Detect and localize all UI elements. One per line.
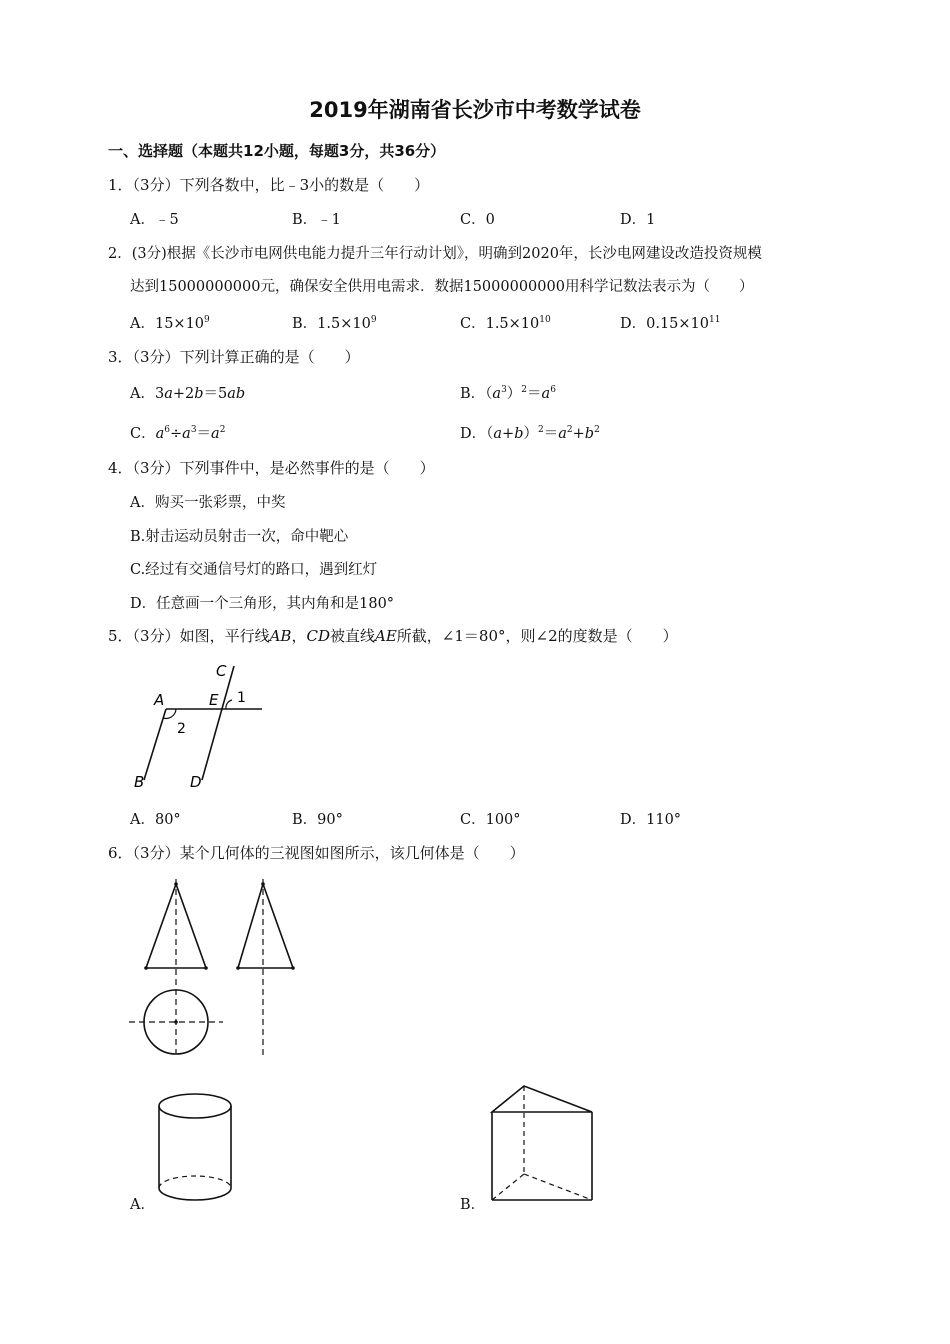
q2-option-d: D．$0.15\times 10^{11}$ — [620, 315, 721, 332]
q4-option-a: A．购买一张彩票，中奖 — [130, 495, 286, 511]
label-2: 2 — [177, 721, 186, 737]
q6-option-a-cylinder — [155, 1090, 240, 1205]
angle-1-arc — [226, 700, 232, 709]
label-d: D — [190, 773, 202, 791]
q4-option-b: B.射击运动员射击一次，命中靶心 — [130, 529, 349, 545]
q3-option-c: C．$a^6\div a^3=a^2$ — [130, 425, 226, 442]
q6-option-a: A． — [130, 1197, 155, 1213]
q2-stem-line1: 2．(3分)根据《长沙市电网供电能力提升三年行动计划》，明确到2020年，长沙电网建设改造投资规模 — [108, 246, 762, 262]
q6-three-views-figure — [125, 876, 305, 1066]
q3-option-b: B．$(a^3)^2=a^6$ — [460, 385, 556, 402]
q2-option-b: B．$1.5\times 10^9$ — [292, 315, 377, 332]
label-b: B — [134, 773, 145, 791]
q1-stem: 1．（3分）下列各数中，比﹣3小的数是（ ） — [108, 176, 430, 194]
q4-option-c: C.经过有交通信号灯的路口，遇到红灯 — [130, 562, 378, 578]
q5-stem: 5．（3分）如图，平行线AB，CD被直线AE所截，∠1＝80°，则∠2的度数是（ ） — [108, 627, 678, 645]
section-heading: 一、选择题（本题共12小题，每题3分，共36分） — [108, 142, 446, 160]
q3-option-a: A．3a+2b＝5ab — [130, 386, 246, 402]
label-c: C — [216, 662, 227, 680]
page-title: 2019年湖南省长沙市中考数学试卷 — [309, 98, 641, 122]
q5-parallel-lines-figure — [130, 656, 270, 796]
q5-option-c: C．100° — [460, 812, 521, 828]
q3-option-d: D．$(a+b)^2=a^2+b^2$ — [460, 425, 600, 442]
q6-stem: 6．（3分）某个几何体的三视图如图所示，该几何体是（ ） — [108, 844, 525, 862]
front-view-triangle — [146, 884, 206, 968]
q3-stem: 3．（3分）下列计算正确的是（ ） — [108, 348, 360, 366]
q6-option-b: B． — [460, 1197, 486, 1213]
q5-option-a: A．80° — [130, 812, 181, 828]
q2-option-c: C．$1.5\times 10^{10}$ — [460, 315, 551, 332]
q5-option-d: D．110° — [620, 812, 682, 828]
q4-stem: 4．（3分）下列事件中，是必然事件的是（ ） — [108, 459, 435, 477]
q1-option-d: D．1 — [620, 212, 656, 228]
q6-option-b-triangular-prism — [488, 1082, 598, 1207]
side-view-triangle — [238, 884, 293, 968]
line-cd — [202, 666, 234, 780]
q1-option-a: A．﹣5 — [130, 212, 179, 228]
label-e: E — [209, 691, 219, 709]
q4-option-d: D．任意画一个三角形，其内角和是180° — [130, 596, 395, 612]
q5-option-b: B．90° — [292, 812, 343, 828]
q2-option-a: A．$15\times 10^9$ — [130, 315, 210, 332]
q2-stem-line2: 达到15000000000元，确保安全供用电需求．数据15000000000用科学记数法表示为（ ） — [130, 279, 754, 295]
q1-option-c: C．0 — [460, 212, 495, 228]
q1-option-b: B．﹣1 — [292, 212, 341, 228]
label-1: 1 — [237, 690, 246, 706]
line-ab — [144, 709, 166, 780]
label-a: A — [154, 691, 165, 709]
